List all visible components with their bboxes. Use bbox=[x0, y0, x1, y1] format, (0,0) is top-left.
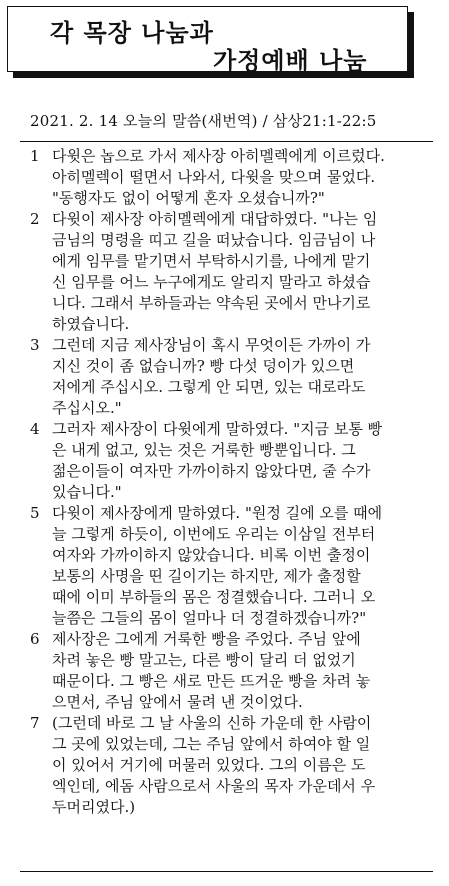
verse-1 bbox=[30, 146, 430, 209]
verse-line: 보통의 사명을 띤 길이기는 하지만, 제가 출정할 bbox=[52, 567, 361, 585]
bottom-divider bbox=[20, 871, 433, 872]
verse-line: 니다. 그래서 부하들과는 약속된 곳에서 만나기로 bbox=[52, 294, 371, 312]
title-line-2: 가정예배 나눔 bbox=[213, 46, 368, 75]
verse-text bbox=[52, 209, 430, 335]
title-box bbox=[7, 6, 408, 75]
verse-6 bbox=[30, 629, 430, 713]
scripture-reference: 2021. 2. 14 오늘의 말씀(새번역) / 삼상21:1-22:5 bbox=[30, 112, 377, 130]
verse-line: 하였습니다. bbox=[52, 315, 130, 333]
verse-line: 이 있어서 거기에 머물러 있었다. 그의 이름은 도 bbox=[52, 756, 366, 774]
verse-number: 2 bbox=[30, 210, 40, 228]
verse-text bbox=[52, 146, 430, 209]
verse-number: 1 bbox=[30, 147, 40, 165]
verse-line: 다윗은 놉으로 가서 제사장 아히멜렉에게 이르렀다. bbox=[52, 147, 385, 165]
verse-number: 6 bbox=[30, 630, 40, 648]
verse-line: 다윗이 제사장에게 말하였다. "원정 길에 오를 때에 bbox=[52, 504, 383, 522]
verse-5 bbox=[30, 503, 430, 629]
verse-line: 때문이다. 그 빵은 새로 만든 뜨거운 빵을 차려 놓 bbox=[52, 672, 371, 690]
verse-line: 여자와 가까이하지 않았습니다. 비록 이번 출정이 bbox=[52, 546, 371, 564]
verse-line: 지신 것이 좀 없습니까? 빵 다섯 덩이가 있으면 bbox=[52, 357, 355, 375]
verse-line: 다윗이 제사장 아히멜렉에게 대답하였다. "나는 임 bbox=[52, 210, 378, 228]
verse-line: 늘 그렇게 하듯이, 이번에도 우리는 이삼일 전부터 bbox=[52, 525, 376, 543]
verse-3 bbox=[30, 335, 430, 419]
verse-line: 제사장은 그에게 거룩한 빵을 주었다. 주님 앞에 bbox=[52, 630, 361, 648]
title-line-1: 각 목장 나눔과 bbox=[50, 18, 214, 47]
verse-text bbox=[52, 335, 430, 419]
verse-number: 4 bbox=[30, 420, 40, 438]
verse-line: 신 임무를 어느 누구에게도 알리지 말라고 하셨습 bbox=[52, 273, 371, 291]
verse-line: 으면서, 주님 앞에서 물려 낸 것이었다. bbox=[52, 693, 303, 711]
verse-line: 저에게 주십시오. 그렇게 안 되면, 있는 대로라도 bbox=[52, 378, 366, 396]
verse-line: 젊은이들이 여자만 가까이하지 않았다면, 줄 수가 bbox=[52, 462, 371, 480]
verse-2 bbox=[30, 209, 430, 335]
verse-line: 그런데 지금 제사장님이 혹시 무엇이든 가까이 가 bbox=[52, 336, 371, 354]
verse-line: 그러자 제사장이 다윗에게 말하였다. "지금 보통 빵 bbox=[52, 420, 383, 438]
verse-number: 5 bbox=[30, 504, 40, 522]
verse-number: 7 bbox=[30, 714, 40, 732]
top-divider bbox=[20, 141, 433, 142]
verse-line: 있습니다." bbox=[52, 483, 122, 501]
verse-line: 두머리였다.) bbox=[52, 798, 136, 816]
verse-list bbox=[30, 146, 430, 818]
verse-line: 아히멜렉이 떨면서 나와서, 다윗을 맞으며 물었다. bbox=[52, 168, 376, 186]
verse-4 bbox=[30, 419, 430, 503]
verse-line: 엑인데, 에돔 사람으로서 사울의 목자 가운데서 우 bbox=[52, 777, 376, 795]
verse-line: (그런데 바로 그 날 사울의 신하 가운데 한 사람이 bbox=[52, 714, 372, 732]
verse-text bbox=[52, 419, 430, 503]
verse-line: 그 곳에 있었는데, 그는 주님 앞에서 하여야 할 일 bbox=[52, 735, 371, 753]
verse-text bbox=[52, 713, 430, 818]
verse-text bbox=[52, 629, 430, 713]
verse-7 bbox=[30, 713, 430, 818]
verse-line: 에게 임무를 맡기면서 부탁하시기를, 나에게 맡기 bbox=[52, 252, 371, 270]
verse-line: 은 내게 없고, 있는 것은 거룩한 빵뿐입니다. 그 bbox=[52, 441, 356, 459]
verse-line: 때에 이미 부하들의 몸은 정결했습니다. 그러니 오 bbox=[52, 588, 376, 606]
verse-line: 금님의 명령을 띠고 길을 떠났습니다. 임금님이 나 bbox=[52, 231, 376, 249]
verse-line: 주십시오." bbox=[52, 399, 122, 417]
verse-text bbox=[52, 503, 430, 629]
verse-number: 3 bbox=[30, 336, 40, 354]
verse-line: 늘쯤은 그들의 몸이 얼마나 더 정결하겠습니까?" bbox=[52, 609, 367, 627]
verse-line: 차려 놓은 빵 말고는, 다른 빵이 달리 더 없었기 bbox=[52, 651, 356, 669]
verse-line: "동행자도 없이 어떻게 혼자 오셨습니까?" bbox=[52, 189, 325, 207]
